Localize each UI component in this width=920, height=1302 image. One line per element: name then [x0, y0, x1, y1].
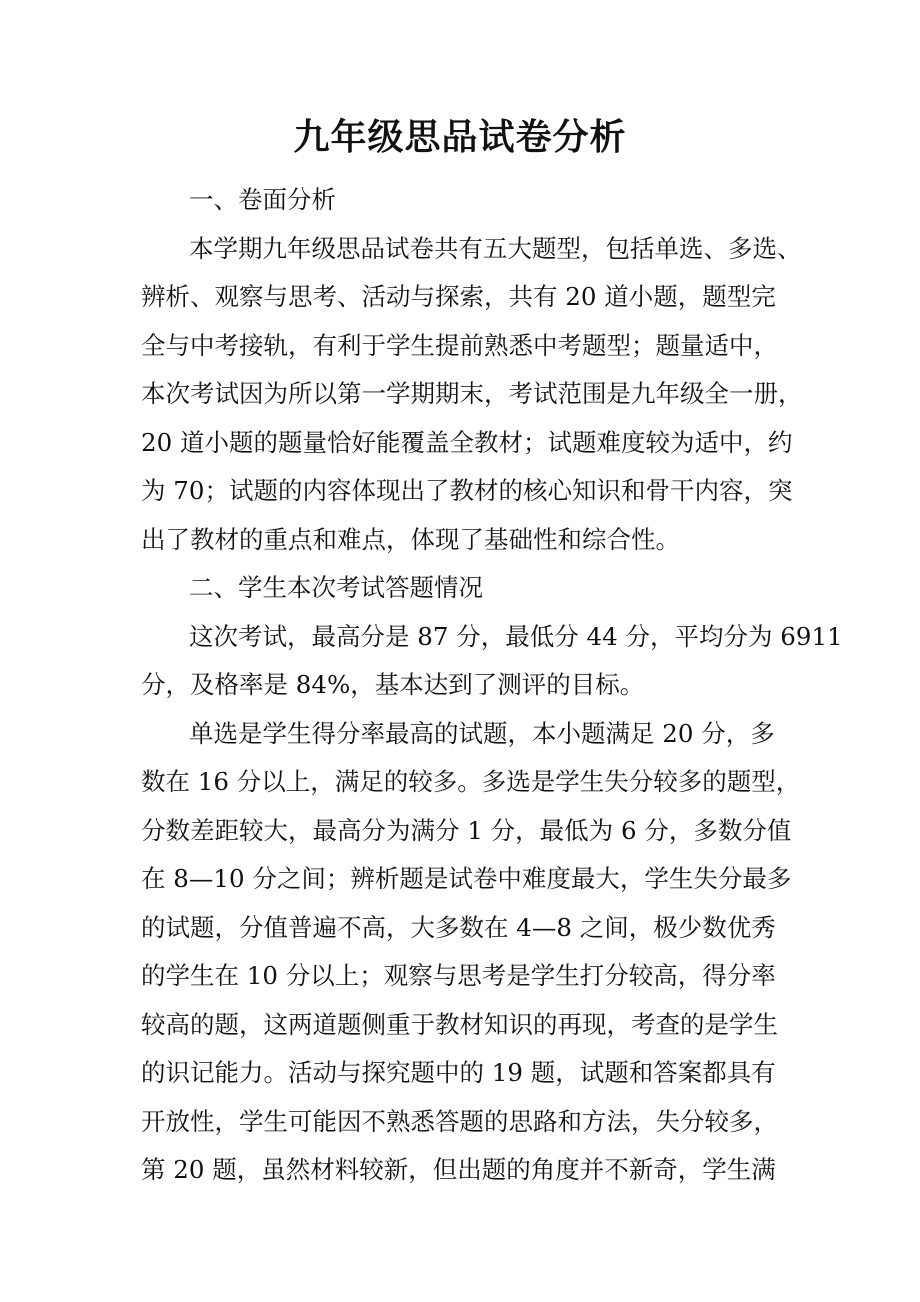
paragraph-line: 本次考试因为所以第一学期期末，考试范围是九年级全一册，	[141, 379, 803, 408]
paragraph-line: 较高的题，这两道题侧重于教材知识的再现，考查的是学生	[141, 1009, 778, 1039]
paragraph-line: 的试题，分值普遍不高，大多数在 4—8 之间，极少数优秀	[141, 912, 776, 942]
paragraph-line: 为 70；试题的内容体现出了教材的核心知识和骨干内容，突	[141, 476, 793, 505]
paragraph-line: 辨析、观察与思考、活动与探索，共有 20 道小题，题型完	[141, 282, 776, 311]
paragraph-line: 第 20 题，虽然材料较新，但出题的角度并不新奇，学生满	[141, 1155, 776, 1184]
document-title: 九年级思品试卷分析	[293, 116, 627, 158]
paragraph-line: 本学期九年级思品试卷共有五大题型，包括单选、多选、	[189, 233, 802, 263]
paragraph-line: 数在 16 分以上，满足的较多。多选是学生失分较多的题型，	[141, 767, 801, 796]
paragraph-line: 20 道小题的题量恰好能覆盖全教材；试题难度较为适中，约	[141, 427, 793, 457]
paragraph-line: 在 8—10 分之间；辨析题是试卷中难度最大，学生失分最多	[141, 864, 792, 893]
section-heading-2: 二、学生本次考试答题情况	[189, 573, 483, 602]
paragraph-line: 分数差距较大，最高分为满分 1 分，最低为 6 分，多数分值	[141, 815, 792, 845]
paragraph-line: 的学生在 10 分以上；观察与思考是学生打分较高，得分率	[141, 961, 776, 990]
paragraph-line: 出了教材的重点和难点，体现了基础性和综合性。	[141, 524, 680, 554]
paragraph-line: 开放性，学生可能因不熟悉答题的思路和方法，失分较多，	[141, 1106, 778, 1136]
paragraph-line: 这次考试，最高分是 87 分，最低分 44 分，平均分为 6911	[189, 621, 843, 651]
paragraph-line: 分，及格率是 84%，基本达到了测评的目标。	[141, 670, 645, 699]
section-heading-1: 一、卷面分析	[189, 185, 336, 214]
paragraph-line: 全与中考接轨，有利于学生提前熟悉中考题型；题量适中，	[141, 330, 778, 360]
paragraph-line: 的识记能力。活动与探究题中的 19 题，试题和答案都具有	[141, 1058, 776, 1087]
paragraph-line: 单选是学生得分率最高的试题，本小题满足 20 分，多	[189, 718, 775, 748]
document-body	[141, 176, 843, 1195]
